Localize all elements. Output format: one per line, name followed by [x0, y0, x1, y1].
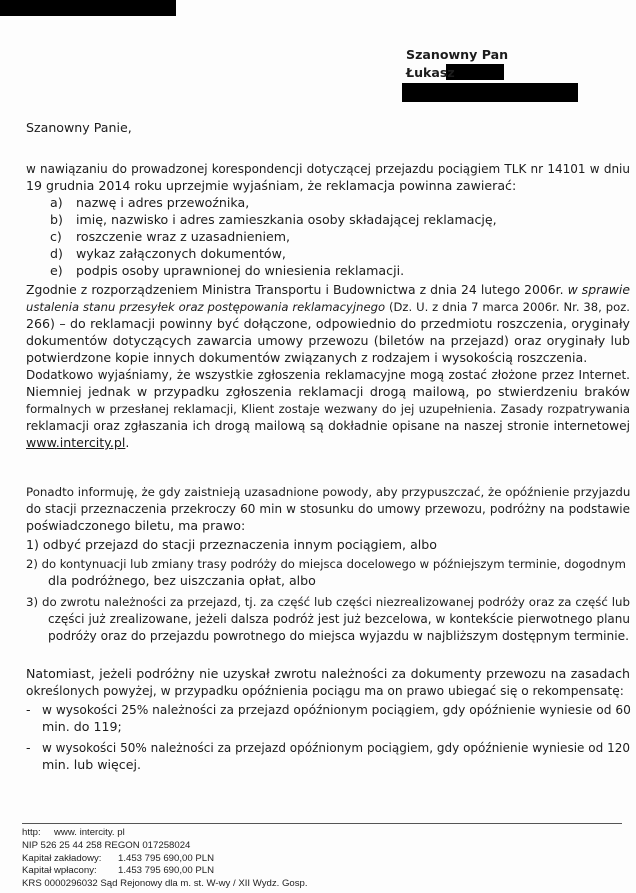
compensation-bullet-2a: w wysokości 50% należności za przejazd opóźnionym pociągiem, gdy opóźnienie wyniesie od 120	[42, 741, 630, 755]
list-item-marker: e)	[50, 263, 63, 278]
footer-krs: KRS 0000296032 Sąd Rejonowy dla m. st. W-wy / XII Wydz. Gosp.	[22, 878, 308, 889]
compensation-line-2: określonych powyżej, w przypadku opóźnienia pociągu ma on prawo ubiegać się o rekompensatę:	[26, 684, 624, 698]
redaction-bar-top	[0, 0, 176, 16]
regulation-line-2	[26, 299, 630, 315]
footer-label: Kapitał zakładowy:	[22, 853, 102, 864]
list-item: imię, nazwisko i adres zamieszkania osoby składającej reklamację,	[76, 212, 497, 227]
punctuation: .	[125, 435, 130, 450]
delay-option-2a: 2) do kontynuacji lub zmiany trasy podróży do miejsca docelowego w późniejszym terminie, dogodnym	[26, 557, 626, 571]
delay-option-3a: 3) do zwrotu należności za przejazd, tj. za część lub części niezrealizowanej podróży oraz za część lub	[26, 595, 630, 609]
regulation-text: Zgodnie z rozporządzeniem Ministra Transportu i Budownictwa z dnia 24 lutego 2006r.	[26, 282, 564, 297]
regulation-italic: ustalenia stanu przesyłek oraz postępowania reklamacyjnego	[26, 300, 386, 314]
delay-option-3c: podróży oraz do przejazdu powrotnego do miejsca wyjazdu w najbliższym dostępnym terminie.	[48, 629, 629, 643]
delay-option-2b: dla podróżnego, bez uiszczania opłat, albo	[48, 573, 316, 588]
redaction-bar-address	[402, 83, 578, 102]
recipient-name: Łukasz	[406, 65, 455, 80]
list-item-marker: c)	[50, 229, 62, 244]
compensation-bullet-2b: min. lub więcej.	[42, 757, 141, 772]
regulation-line-4: dokumentów dotyczących zawarcia umowy przewozu (biletów na przejazd) oraz oryginały lub	[26, 333, 630, 348]
delay-option-3b: części już zrealizowane, jeżeli dalsza podróż jest już bezcelowa, w kontekście pierwotnego planu	[48, 612, 630, 626]
bullet-dash: -	[26, 740, 31, 755]
list-item-marker: b)	[50, 212, 63, 227]
internet-line-1: Dodatkowo wyjaśniamy, że wszystkie zgłoszenia reklamacyjne mogą zostać złożone przez Internet.	[26, 368, 630, 382]
delay-line-2: do stacji przeznaczenia przekroczy 60 min w stosunku do umowy przewozu, podróżny na podstawie	[26, 502, 630, 516]
regulation-italic: w sprawie	[567, 282, 630, 297]
compensation-bullet-1b: min. do 119;	[42, 719, 122, 734]
list-item-marker: d)	[50, 246, 63, 261]
footer-value: 1.453 795 690,00 PLN	[118, 853, 215, 864]
list-item: podpis osoby uprawnionej do wniesienia reklamacji.	[76, 263, 405, 278]
compensation-line-1: Natomiast, jeżeli podróżny nie uzyskał zwrotu należności za dokumenty przewozu na zasadach	[26, 666, 630, 681]
footer-nip-regon: NIP 526 25 44 258 REGON 017258024	[22, 840, 191, 851]
recipient-header: Szanowny Pan	[406, 47, 509, 62]
footer-label: Kapitał wpłacony:	[22, 865, 97, 876]
list-item: nazwę i adres przewoźnika,	[76, 195, 250, 210]
list-item: roszczenie wraz z uzasadnieniem,	[76, 229, 291, 244]
regulation-text: (Dz. U. z dnia 7 marca 2006r. Nr. 38, poz.	[388, 300, 630, 314]
footer-capital-paid	[22, 865, 282, 876]
internet-line-2: Niemniej jednak w przypadku zgłoszenia reklamacji drogą mailową, po stwierdzeniu braków	[26, 384, 630, 399]
list-item: wykaz załączonych dokumentów,	[76, 246, 286, 261]
footer-capital-founded	[22, 853, 282, 864]
footer-divider	[22, 823, 622, 824]
intro-line-2: 19 grudnia 2014 roku uprzejmie wyjaśniam, że reklamacja powinna zawierać:	[26, 178, 517, 193]
footer-http-value: www. intercity. pl	[54, 827, 125, 838]
regulation-line-3: 266) – do reklamacji powinny być dołączone, odpowiednio do przedmiotu roszczenia, oryginały	[26, 316, 630, 331]
regulation-line-5: potwierdzone kopie innych dokumentów związanych z rodzajem i wysokością roszczenia.	[26, 350, 588, 365]
compensation-bullet-1a: w wysokości 25% należności za przejazd opóźnionym pociągiem, gdy opóźnienie wyniesie od 60	[42, 703, 631, 717]
bullet-dash: -	[26, 702, 31, 717]
delay-line-3: poświadczonego biletu, ma prawo:	[26, 518, 246, 533]
intro-line-1: w nawiązaniu do prowadzonej korespondencji dotyczącej przejazdu pociągiem TLK nr 14101 w dniu	[26, 162, 630, 176]
footer-http-label: http:	[22, 827, 41, 838]
list-item-marker: a)	[50, 195, 63, 210]
greeting: Szanowny Panie,	[26, 120, 132, 135]
regulation-line-1	[26, 282, 630, 298]
delay-line-1: Ponadto informuję, że gdy zaistnieją uzasadnione powody, aby przypuszczać, że opóźnienie przyjazdu	[26, 485, 631, 499]
internet-line-3: formalnych w przesłanej reklamacji, Klient zostaje wezwany do jej uzupełnienia. Zasady rozpatrywania	[26, 402, 630, 416]
internet-line-5	[26, 435, 129, 451]
internet-line-4: reklamacji oraz zgłaszania ich drogą mailową są dokładnie opisane na naszej stronie internetowej	[26, 419, 630, 433]
footer-http	[22, 827, 125, 838]
footer-value: 1.453 795 690,00 PLN	[118, 865, 215, 876]
delay-option-1: 1) odbyć przejazd do stacji przeznaczenia innym pociągiem, albo	[26, 537, 437, 552]
intercity-link[interactable]: www.intercity.pl	[26, 435, 126, 450]
